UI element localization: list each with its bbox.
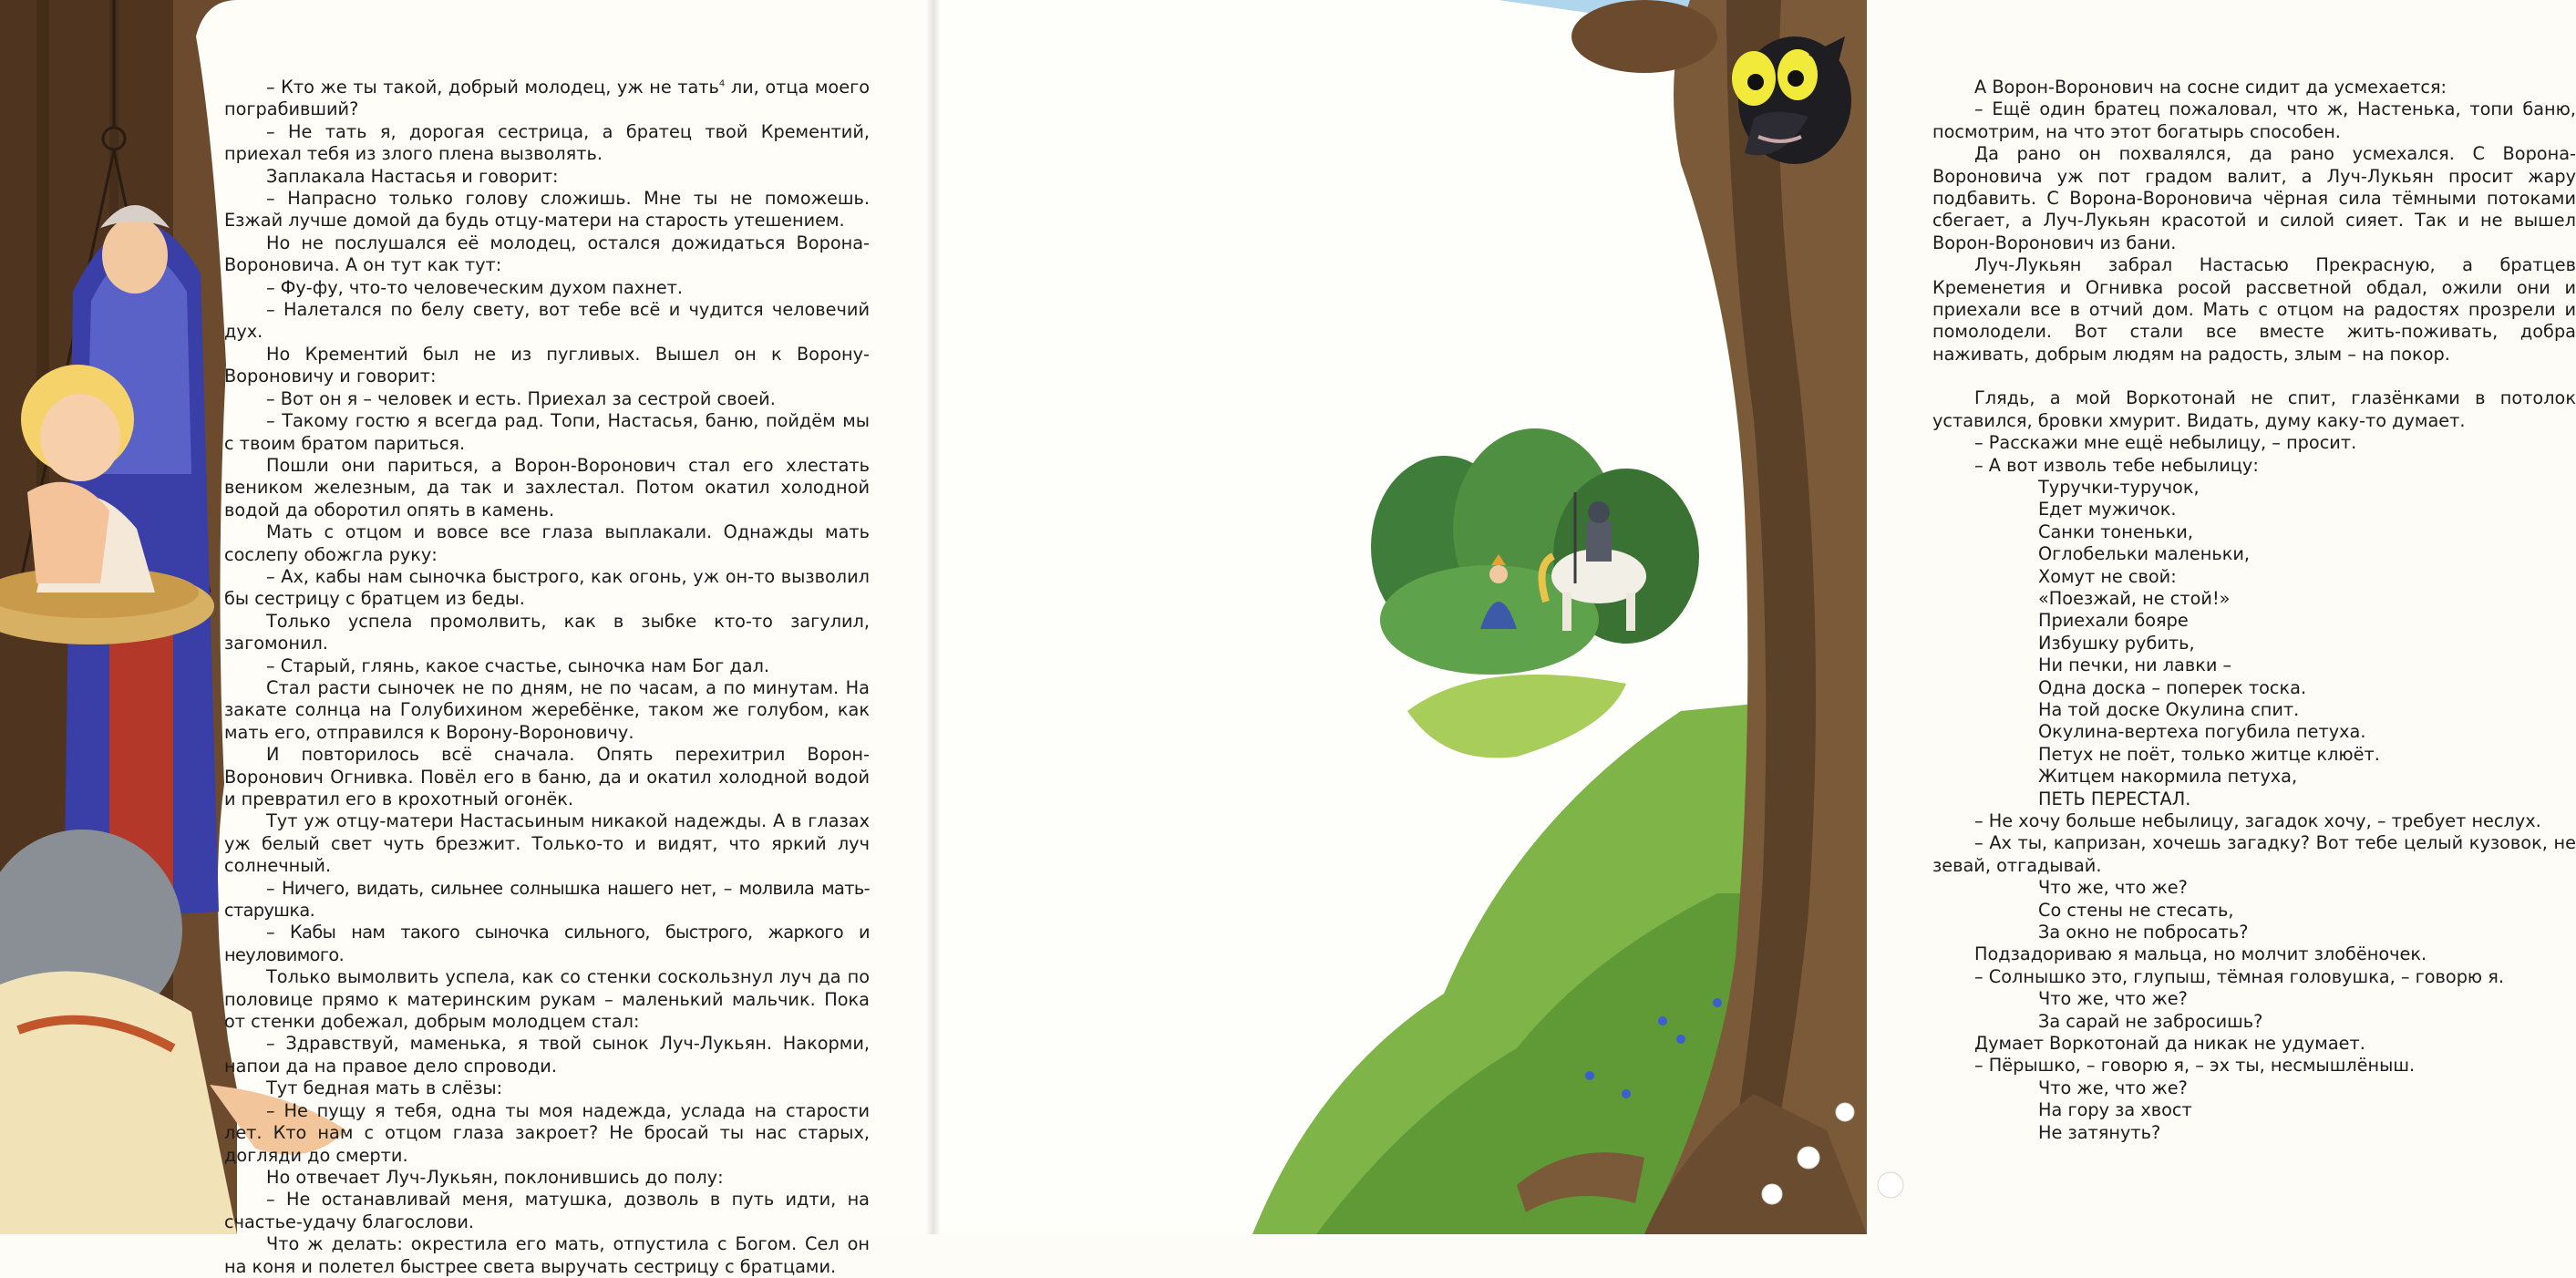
verse-line: Что же, что же? [2038,877,2188,899]
paragraph: Но Крементий был не из пугливых. Вышел он к Ворону-Вороновичу и говорит: [224,343,870,387]
raven-icon [1732,36,1851,164]
verse-line: Оглобельки маленьки, [2038,543,2250,565]
paragraph: – Не тать я, дорогая сестрица, а братец твой Крементий, приехал тебя из злого плена вызволять. [224,120,870,165]
footnote-marker: 4 [718,78,726,89]
paragraph-text: ли, отца моего пограбивший? [224,77,870,120]
paragraph: – Напрасно только голову сложишь. Мне ты не поможешь. Езжай лучше домой да будь отцу-матери на старость утешением. [224,188,870,232]
paragraph: – А вот изволь тебе небылицу: [1974,454,2259,476]
verse-line: Избушку рубить, [2038,632,2195,654]
verse-line: На той доске Окулина спит. [2038,698,2300,720]
left-page [0,0,933,1277]
paragraph: Луч-Лукьян забрал Настасью Прекрасную, а братцев Кременетия и Огнивка росой рассветной обдал, ожили они и приехали все в отчий дом. Мать с отцом на радостях прозрели и помолодели. Вот стали все вместе жить-поживать, добра наживать, добрым людям на радость, злым – на покор. [1932,254,2576,365]
paragraph: – Расскажи мне ещё небылицу, – просит. [1974,432,2357,454]
verse-line: Одна доска – поперек тоска. [2038,676,2307,698]
paragraph: Да рано он похвалялся, да рано усмехался. С Ворона-Вороновича уж пот градом валит, а Луч-Лукьян просит жару подбавить. С Ворона-Вороновича чёрная сила тёмными потоками сбегает, а Луч-Лукьян красотой и силой сияет. Так и не вышел Ворон-Воронович из бани. [1932,143,2576,253]
paragraph: Глядь, а мой Воркотонай не спит, глазёнками в потолок уставился, бровки хмурит. Видать, думу каку-то думает. [1932,387,2576,431]
paragraph: – Старый, глянь, какое счастье, сыночка нам Бог дал. [266,654,770,676]
paragraph: Тут бедная мать в слёзы: [266,1077,503,1099]
verse-line: За сарай не забросишь? [2038,1010,2263,1032]
paragraph: – Не останавливай меня, матушка, дозволь в путь идти, на счастье-удачу благослови. [224,1189,870,1232]
paragraph: Думает Воркотонай да никак не удумает. [1974,1033,2365,1055]
left-page-text [224,77,870,1278]
paragraph: – Фу-фу, что-то человеческим духом пахнет. [266,276,684,298]
paragraph: А Ворон-Воронович на сосне сидит да усмехается: [1974,77,2447,98]
paragraph: – Налетался по белу свету, вот тебе всё и чудится человечий дух. [224,299,870,343]
paragraph: – Ещё один братец пожаловал, что ж, Настенька, топи баню, посмотрим, на что этот богатырь способен. [1932,98,2576,142]
paragraph: Только вымолвить успела, как со стенки соскользнул луч да по половице прямо к материнским рукам – маленький мальчик. Пока от стенки добежал, добрым молодцем стал: [224,966,870,1033]
paragraph: И повторилось всё сначала. Опять перехитрил Ворон-Воронович Огнивка. Повёл его в баню, да и окатил холодной водой и превратил его в крохотный огонёк. [224,744,870,809]
verse-line: За окно не побросать? [2038,922,2249,943]
paragraph: Пошли они париться, а Ворон-Воронович стал его хлестать веником железным, да так и захлестал. Потом окатил холодной водой да оборотил опять в камень. [224,454,870,520]
right-page-text [1932,77,2576,1144]
paragraph [224,77,870,121]
paragraph: – Ах, кабы нам сыночка быстрого, как огонь, уж он-то вызволил бы сестрицу с братцем из беды. [224,565,870,610]
paragraph: – Ничего, видать, сильнее солнышка нашего нет, – молвила мать-старушка. [224,877,870,922]
paragraph: – Вот он я – человек и есть. Приехал за сестрой своей. [266,387,776,409]
paragraph: – Солнышко это, глупыш, тёмная головушка, – говорю я. [1974,965,2505,987]
paragraph: Тут уж отцу-матери Настасьиным никакой надежды. А в глазах уж белый свет чуть брезжит. Только-то и видят, что яркий луч солнечный. [224,810,870,877]
verse-line: Что же, что же? [2038,1077,2188,1098]
paragraph: – Не пущу я тебя, одна ты моя надежда, услада на старости лет. Кто нам с отцом глаза закроет? Не бросай ты нас старых, догляди до смерти. [224,1099,870,1166]
paragraph: Стал расти сыночек не по дням, не по часам, а по минутам. На закате солнца на Голубихином жеребёнке, таком же голубом, как мать его, отправился к Ворону-Вороновичу. [224,676,870,743]
paragraph: – Ах ты, капризан, хочешь загадку? Вот тебе целый кузовок, не зевай, отгадывай. [1932,832,2576,876]
verse-line: Ни печки, ни лавки – [2038,654,2232,676]
verse-line: Приехали бояре [2038,610,2189,632]
book-gutter [926,0,941,1234]
paragraph-text: – Кто же ты такой, добрый молодец, уж не тать [266,77,719,98]
forest-background [1371,428,1699,675]
paragraph: Но отвечает Луч-Лукьян, поклонившись до полу: [266,1166,724,1188]
verse-line: Не затянуть? [2038,1121,2161,1143]
verse-line: Что же, что же? [2038,988,2188,1010]
paragraph: Что ж делать: окрестила его мать, отпустила с Богом. Сел он на коня и полетел быстрее света выручать сестрицу с братцами. [224,1233,870,1277]
verse-line: Хомут не свой: [2038,565,2177,587]
paragraph: – Пёрышко, – говорю я, – эх ты, несмышлёныш. [1974,1055,2416,1077]
verse-line: Со стены не стесать, [2038,899,2234,921]
paragraph: – Здравствуй, маменька, я твой сынок Луч-Лукьян. Накорми, напои да на правое дело спроводи. [224,1033,870,1077]
verse-line: Окулина-вертеха погубила петуха. [2038,721,2366,743]
verse-line: ПЕТЬ ПЕРЕСТАЛ. [2038,788,2191,809]
verse-line: На гору за хвост [2038,1099,2192,1121]
paragraph: – Кабы нам такого сыночка сильного, быстрого, жаркого и неуловимого. [224,922,870,965]
paragraph: – Такому гостю я всегда рад. Топи, Настасья, баню, пойдём мы с твоим братом париться. [224,410,870,454]
verse-line: Санки тоненьки, [2038,520,2193,542]
paragraph: – Не хочу больше небылицу, загадок хочу, – требует неслух. [1974,810,2541,831]
right-illustration [933,0,1867,1234]
verse-line: Житцем накормила петуха, [2038,766,2298,788]
verse-line: Петух не поёт, только житце клюёт. [2038,743,2380,765]
branch-knot [1571,0,1717,73]
paragraph: Мать с отцом и вовсе все глаза выплакали. Однажды мать сослепу обожгла руку: [224,521,870,565]
paragraph: Но не послушался её молодец, остался дожидаться Ворона-Вороновича. А он тут как тут: [224,232,870,276]
paragraph: Заплакала Настасья и говорит: [266,165,559,187]
paragraph: Подзадориваю я мальца, но молчит злобёночек. [1974,943,2427,965]
verse-line: «Поезжай, не стой!» [2038,587,2231,609]
verse-line: Туручки-туручок, [2038,476,2200,498]
verse-line: Едет мужичок. [2038,499,2177,520]
paragraph: Только успела промолвить, как в зыбке кто-то загулил, загомонил. [224,610,870,654]
right-page [933,0,2576,1234]
